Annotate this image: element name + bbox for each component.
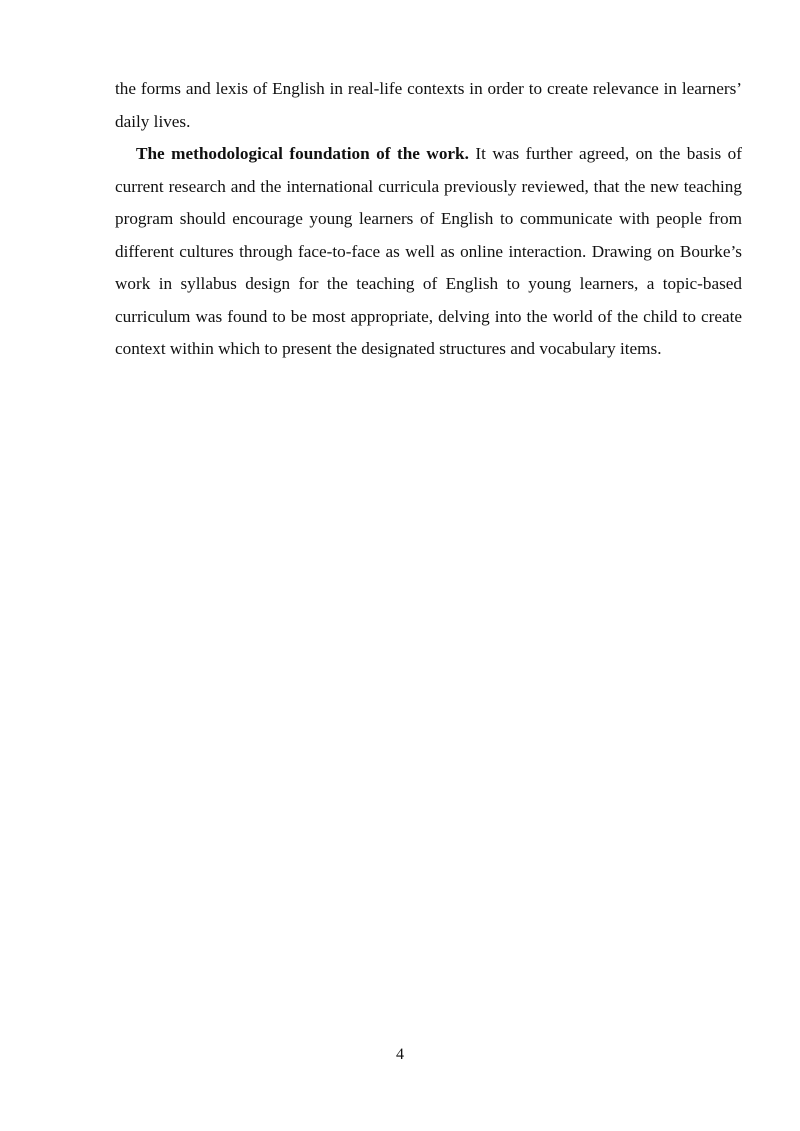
paragraph-text: the forms and lexis of English in real-life contexts in order to create relevance in learners’ daily lives.: [115, 79, 742, 131]
paragraph-text: It was further agreed, on the basis of current research and the international curricula previously reviewed, that the new teaching program should encourage young learners of English to communicate with people from different cultures through face-to-face as well as online interaction. Drawing on Bourke’s work in syllabus design for the teaching of English to young learners, a topic-based curriculum was found to be most appropriate, delving into the world of the child to create context within which to present the designated structures and vocabulary items.: [115, 144, 742, 358]
paragraph-methodological-foundation: [115, 138, 742, 366]
paragraph-continuation: [115, 73, 742, 138]
paragraph-heading: The methodological foundation of the work.: [136, 144, 469, 163]
body-text: [115, 73, 742, 366]
page-number: 4: [396, 1046, 404, 1063]
